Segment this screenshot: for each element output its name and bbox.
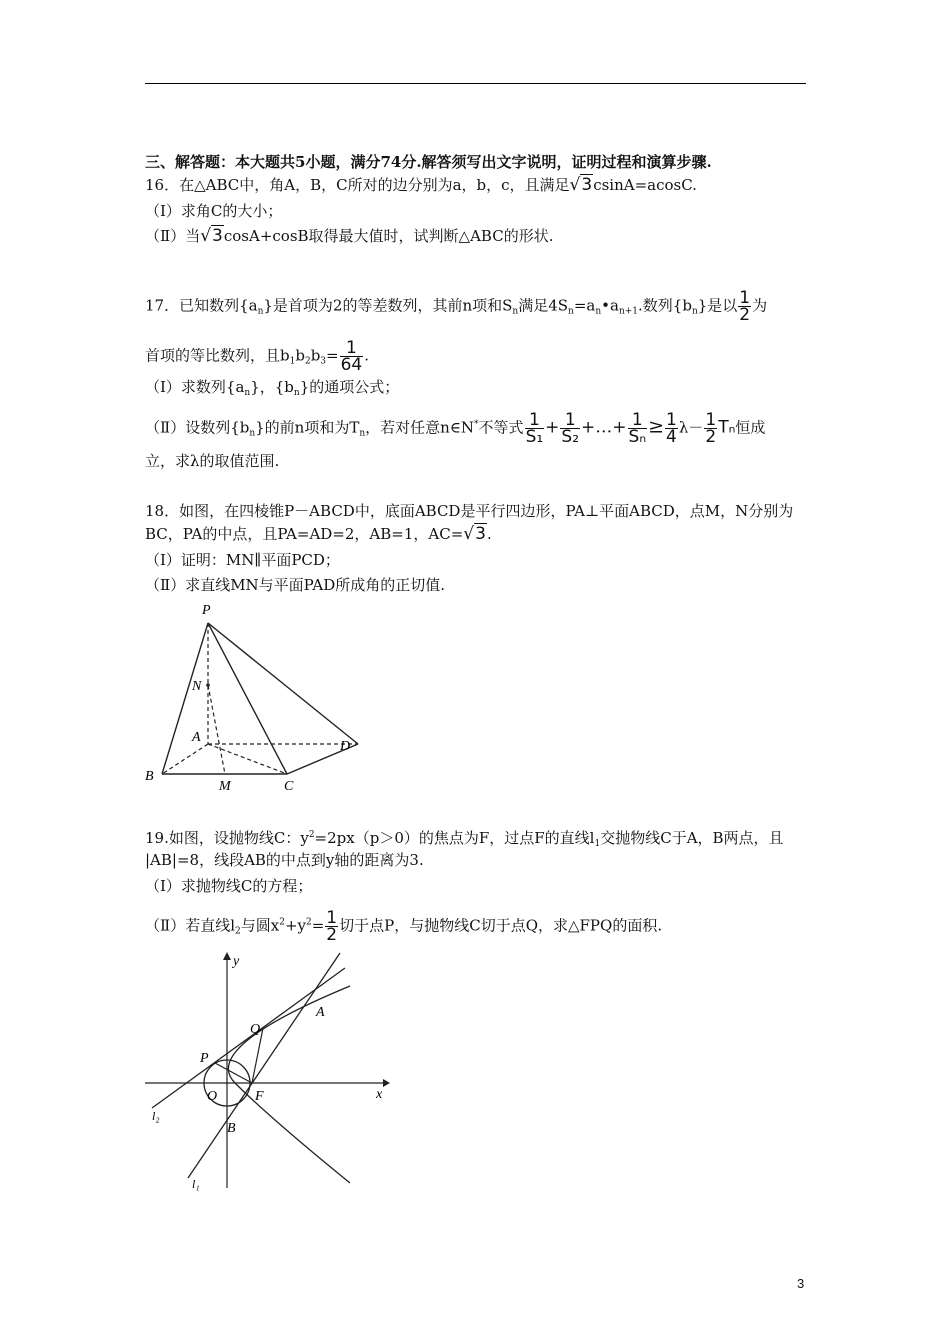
q17-line1: 17．已知数列$\{a_n\}$是首项为2的等差数列，其前n项和$S_n$满足$4S_n=a_n•a_{n+1}$.数列$\{b_n\}$是以 $\frac{1}{2}$ 为 <box>145 288 768 325</box>
label-a: A <box>192 730 201 745</box>
label-l1: l₁ <box>192 1177 200 1191</box>
q16-line1: 16．在△ABC中，角A，B，C所对的边分别为a，b，c，且满足√3csinA=acosC. <box>145 175 697 195</box>
section-heading: 三、解答题：本大题共5小题，满分74分.解答须写出文字说明，证明过程和演算步骤. <box>145 153 712 171</box>
fraction: $\frac{1}{2}$ <box>326 908 338 945</box>
page-number: 3 <box>797 1276 805 1291</box>
q17-line2: 首项的等比数列，且$b_1b_2b_3=$ $\frac{1}{64}$ . <box>145 338 370 375</box>
label-l2: l₂ <box>152 1109 160 1123</box>
label-n: N <box>192 679 202 694</box>
edge-pb <box>162 623 208 774</box>
segment-mn <box>208 685 225 774</box>
label-d: D <box>340 739 351 754</box>
fraction: $\frac{1}{2}$ <box>705 410 717 447</box>
segment-pf <box>215 1063 252 1083</box>
fraction: $\frac{1}{4}$ <box>666 410 677 447</box>
edge-ab <box>162 744 208 774</box>
pyramid-figure <box>140 598 370 798</box>
label-f: F <box>255 1089 264 1104</box>
q16-part2: （Ⅱ）当√3cosA+cosB取得最大值时，试判断△ABC的形状. <box>145 226 554 246</box>
fraction: $\frac{1}{\text{S₁}}$ <box>525 410 544 447</box>
parabola-curve <box>228 986 350 1183</box>
sqrt: √3 <box>463 524 486 544</box>
edge-pc <box>208 623 287 774</box>
q18-part1: （Ⅰ）证明：MN∥平面PCD； <box>145 551 340 569</box>
fraction: $\frac{1}{2}$ <box>739 288 751 325</box>
fraction: $\frac{1}{\text{Sₙ}}$ <box>628 410 647 447</box>
q18-line2: BC，PA的中点，且PA=AD=2，AB=1，AC=√3. <box>145 524 492 544</box>
label-m: M <box>219 779 231 794</box>
q19-line2: |AB|=8，线段AB的中点到y轴的距离为3. <box>145 851 424 869</box>
q19-line1: 19.如图，设抛物线C：$y^2=2px(p>0)$的焦点为F，过点F的直线$l_1$交抛物线C于A，B两点，且 <box>145 829 784 849</box>
fraction: $\frac{1}{64}$ <box>340 338 363 375</box>
fraction: $\frac{1}{\text{S₂}}$ <box>561 410 580 447</box>
label-q: Q <box>250 1022 261 1037</box>
label-y: y <box>233 954 240 969</box>
header-rule <box>145 83 806 84</box>
label-b: B <box>227 1121 236 1136</box>
label-c: C <box>284 779 294 794</box>
q17-part2: （Ⅱ）设数列$\{b_n\}$的前n项和为$T_n$，若对任意n∈N*不等式 $\frac{1}{\text{S₁}}$ + $\frac{1}{\text{S₂}}$ +…+ $\frac{1}{\text{Sₙ}}$ ≥ $\frac{1}{4}$ λ－ $\frac{1}{2}$ Tₙ恒成 <box>145 410 766 447</box>
sqrt: √3 <box>569 175 593 195</box>
sqrt: √3 <box>200 226 223 246</box>
label-o: O <box>207 1089 218 1104</box>
q17-line5: 立，求λ的取值范围. <box>145 452 280 470</box>
q18-line1: 18．如图，在四棱锥P－ABCD中，底面ABCD是平行四边形，PA⊥平面ABCD，点M，N分别为 <box>145 502 794 520</box>
y-axis-arrow <box>223 952 231 960</box>
q17-part1: （Ⅰ）求数列$\{a_n\}$，$\{b_n\}$的通项公式； <box>145 378 400 398</box>
point-n <box>206 683 210 687</box>
label-p: P <box>202 603 211 618</box>
parabola-figure <box>140 948 395 1193</box>
label-x: x <box>376 1087 383 1102</box>
q18-part2: （Ⅱ）求直线MN与平面PAD所成角的正切值. <box>145 576 446 594</box>
label-a: A <box>316 1005 325 1020</box>
label-p: P <box>200 1051 209 1066</box>
q16-part1: （Ⅰ）求角C的大小； <box>145 202 283 220</box>
edge-pd <box>208 623 358 744</box>
x-axis-arrow <box>383 1079 390 1087</box>
label-b: B <box>145 769 154 784</box>
q19-part1: （Ⅰ）求抛物线C的方程； <box>145 877 313 895</box>
q19-part2: （Ⅱ）若直线$l_2$与圆$x^2+y^2=$ $\frac{1}{2}$ 切于点P，与抛物线C切于点Q，求△FPQ的面积. <box>145 908 663 945</box>
